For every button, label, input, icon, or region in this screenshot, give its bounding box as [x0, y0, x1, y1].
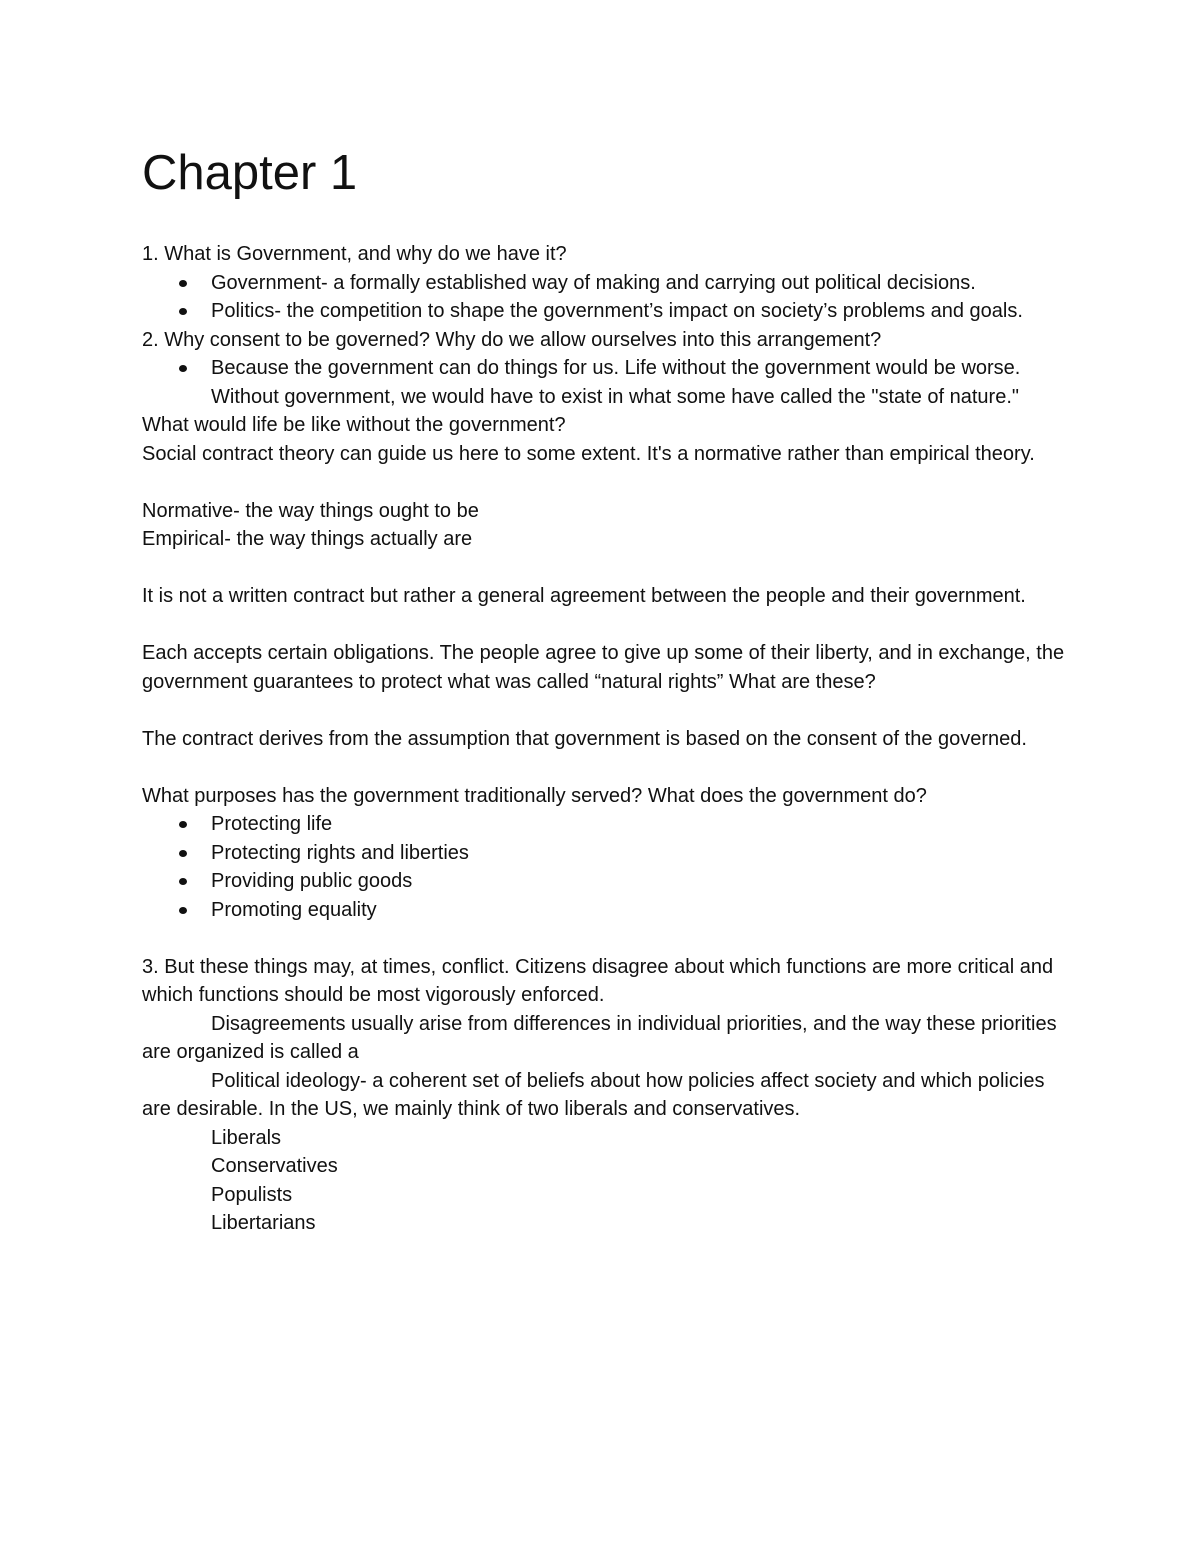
bullet-icon [179, 878, 187, 885]
purposes-bullet-list [142, 810, 1072, 924]
definition-empirical: Empirical- the way things actually are [142, 528, 473, 550]
question-3-paragraph: 3. But these things may, at times, conflict. Citizens disagree about which functions are more critical and which functions should be most vigorously enforced. [142, 955, 1054, 1006]
question-1-heading: 1. What is Government, and why do we have it? [142, 243, 567, 265]
list-item [211, 354, 1072, 411]
bullet-icon [179, 907, 187, 914]
question-2-bullet-list [142, 354, 1072, 411]
list-item-text: Providing public goods [211, 870, 413, 892]
list-item [211, 810, 1072, 839]
list-item [211, 839, 1072, 868]
list-item [211, 297, 1072, 326]
list-item [211, 896, 1072, 925]
list-item-text: Government- a formally established way of making and carrying out political decisions. [211, 271, 976, 294]
paragraph-social-contract: Social contract theory can guide us here to some extent. It's a normative rather than empirical theory. [142, 442, 1035, 465]
list-item-text: Protecting life [211, 813, 333, 835]
paragraph-consent: The contract derives from the assumption that government is based on the consent of the governed. [142, 727, 1027, 750]
blank-line [142, 753, 1072, 782]
bullet-icon [179, 850, 187, 857]
paragraph-disagreements: Disagreements usually arise from differences in individual priorities, and the way these priorities are organized is called a [142, 1012, 1057, 1063]
purposes-heading: What purposes has the government traditionally served? What does the government do? [142, 784, 927, 807]
list-item-text: Because the government can do things for us. Life without the government would be worse. Without government, we would have to exist in what some have called the "state of nature." [211, 357, 1021, 408]
bullet-icon [179, 821, 187, 828]
paragraph-not-written-contract: It is not a written contract but rather a general agreement between the people and their government. [142, 585, 1026, 607]
page-title: Chapter 1 [142, 146, 358, 200]
question-2-heading: 2. Why consent to be governed? Why do we allow ourselves into this arrangement? [142, 328, 882, 351]
question-1-bullet-list [142, 269, 1072, 326]
definition-normative: Normative- the way things ought to be [142, 499, 479, 522]
ideology-item: Conservatives [211, 1155, 338, 1177]
list-item [211, 867, 1072, 896]
paragraph-political-ideology: Political ideology- a coherent set of beliefs about how policies affect society and which policies are desirable. In the US, we mainly think of two liberals and conservatives. [142, 1069, 1045, 1120]
bullet-icon [179, 308, 187, 315]
bullet-icon [179, 365, 187, 372]
blank-line [142, 468, 1072, 497]
blank-line [142, 611, 1072, 640]
list-item-text: Protecting rights and liberties [211, 841, 469, 864]
list-item [211, 269, 1072, 298]
list-item-text: Politics- the competition to shape the government’s impact on society’s problems and goals. [211, 300, 1023, 322]
bullet-icon [179, 280, 187, 287]
blank-line [142, 554, 1072, 583]
list-item-text: Promoting equality [211, 898, 377, 921]
ideology-item: Liberals [211, 1126, 282, 1149]
document-body [142, 240, 1072, 1238]
document-page [142, 140, 1072, 1238]
blank-line [142, 924, 1072, 953]
paragraph-without-government: What would life be like without the government? [142, 414, 566, 436]
ideology-item: Populists [211, 1183, 293, 1206]
paragraph-obligations: Each accepts certain obligations. The people agree to give up some of their liberty, and in exchange, the government guarantees to protect what was called “natural rights” What are these? [142, 642, 1065, 693]
blank-line [142, 696, 1072, 725]
ideology-item: Libertarians [211, 1212, 316, 1234]
